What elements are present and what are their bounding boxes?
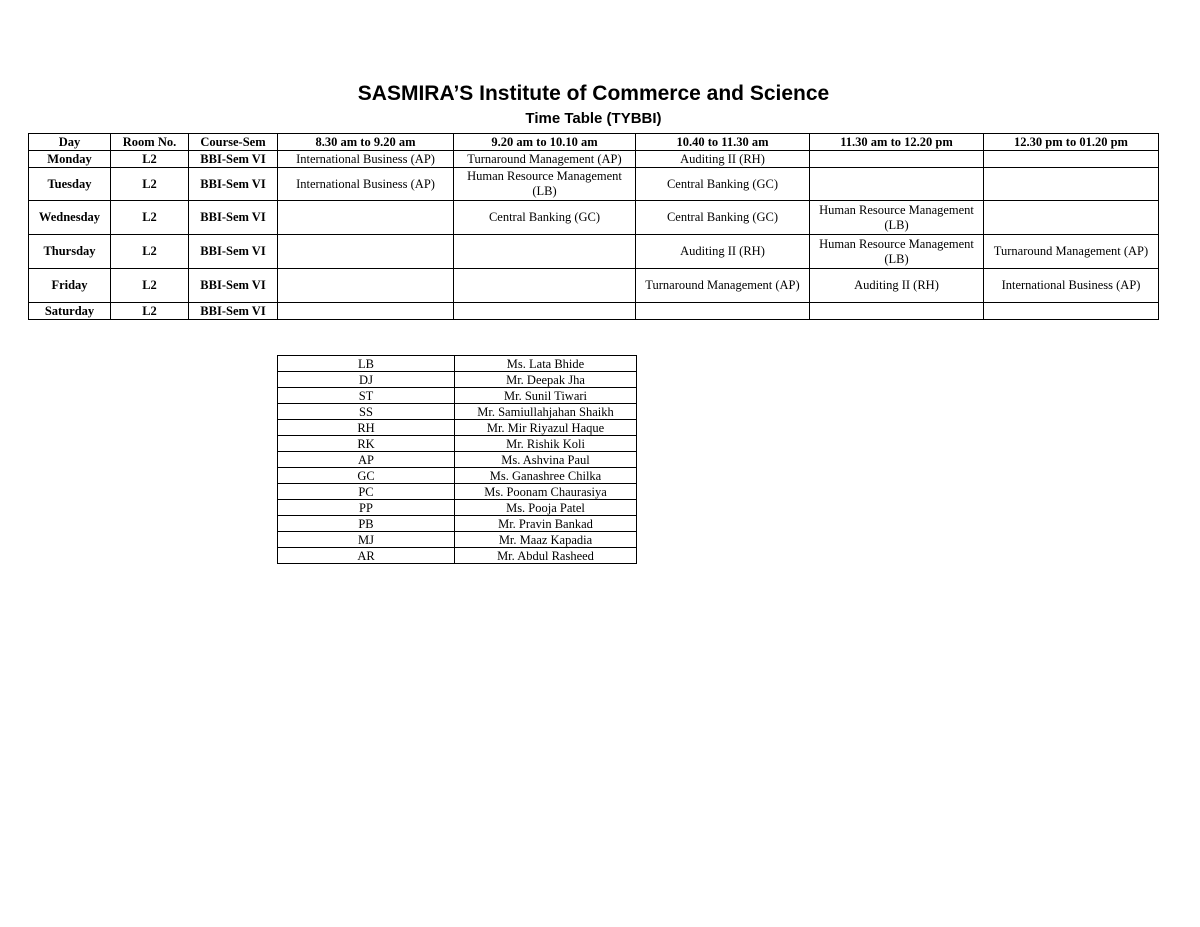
slot-cell: Central Banking (GC) [636, 201, 810, 235]
header-slot-5: 12.30 pm to 01.20 pm [984, 134, 1159, 151]
faculty-code: PC [278, 484, 455, 500]
timetable [28, 133, 1159, 320]
slot-cell [278, 303, 454, 320]
slot-cell: Auditing II (RH) [810, 269, 984, 303]
faculty-code: ST [278, 388, 455, 404]
faculty-code: RH [278, 420, 455, 436]
faculty-name: Mr. Sunil Tiwari [455, 388, 637, 404]
header-slot-2: 9.20 am to 10.10 am [454, 134, 636, 151]
slot-cell: Central Banking (GC) [454, 201, 636, 235]
slot-cell: Central Banking (GC) [636, 168, 810, 201]
room-cell: L2 [111, 235, 189, 269]
faculty-name: Ms. Pooja Patel [455, 500, 637, 516]
legend-row [278, 532, 637, 548]
room-cell: L2 [111, 151, 189, 168]
slot-cell: Turnaround Management (AP) [984, 235, 1159, 269]
header-course: Course-Sem [189, 134, 278, 151]
slot-cell: Auditing II (RH) [636, 151, 810, 168]
legend-row [278, 436, 637, 452]
faculty-name: Ms. Poonam Chaurasiya [455, 484, 637, 500]
faculty-code: SS [278, 404, 455, 420]
faculty-code: PB [278, 516, 455, 532]
faculty-name: Ms. Ganashree Chilka [455, 468, 637, 484]
legend-row [278, 372, 637, 388]
header-room: Room No. [111, 134, 189, 151]
table-row [29, 303, 1159, 320]
faculty-name: Mr. Pravin Bankad [455, 516, 637, 532]
table-row [29, 235, 1159, 269]
slot-cell [984, 303, 1159, 320]
faculty-legend-table [277, 355, 637, 564]
slot-cell: Human Resource Management (LB) [810, 235, 984, 269]
slot-cell: International Business (AP) [278, 168, 454, 201]
day-cell: Wednesday [29, 201, 111, 235]
faculty-name: Mr. Samiullahjahan Shaikh [455, 404, 637, 420]
faculty-code: AP [278, 452, 455, 468]
header-slot-4: 11.30 am to 12.20 pm [810, 134, 984, 151]
page-subtitle: Time Table (TYBBI) [525, 110, 662, 127]
table-row [29, 269, 1159, 303]
faculty-code: MJ [278, 532, 455, 548]
header-day: Day [29, 134, 111, 151]
faculty-name: Mr. Deepak Jha [455, 372, 637, 388]
table-row [29, 168, 1159, 201]
page-title: SASMIRA’S Institute of Commerce and Science [357, 82, 830, 105]
course-cell: BBI-Sem VI [189, 235, 278, 269]
faculty-name: Mr. Maaz Kapadia [455, 532, 637, 548]
slot-cell [278, 201, 454, 235]
slot-cell [454, 269, 636, 303]
legend-row [278, 548, 637, 564]
faculty-code: GC [278, 468, 455, 484]
slot-cell [454, 235, 636, 269]
slot-cell [454, 303, 636, 320]
faculty-code: PP [278, 500, 455, 516]
legend-row [278, 404, 637, 420]
slot-cell [636, 303, 810, 320]
slot-cell [810, 151, 984, 168]
room-cell: L2 [111, 303, 189, 320]
course-cell: BBI-Sem VI [189, 269, 278, 303]
header-slot-3: 10.40 to 11.30 am [636, 134, 810, 151]
table-row [29, 201, 1159, 235]
slot-cell [278, 235, 454, 269]
day-cell: Thursday [29, 235, 111, 269]
slot-cell [984, 168, 1159, 201]
day-cell: Tuesday [29, 168, 111, 201]
course-cell: BBI-Sem VI [189, 168, 278, 201]
faculty-code: AR [278, 548, 455, 564]
legend-row [278, 452, 637, 468]
legend-row [278, 516, 637, 532]
slot-cell: International Business (AP) [278, 151, 454, 168]
faculty-name: Ms. Ashvina Paul [455, 452, 637, 468]
slot-cell: Auditing II (RH) [636, 235, 810, 269]
faculty-code: DJ [278, 372, 455, 388]
slot-cell [984, 201, 1159, 235]
slot-cell [278, 269, 454, 303]
slot-cell: Human Resource Management (LB) [454, 168, 636, 201]
timetable-header-row [29, 134, 1159, 151]
faculty-code: LB [278, 356, 455, 372]
day-cell: Friday [29, 269, 111, 303]
course-cell: BBI-Sem VI [189, 303, 278, 320]
slot-cell [984, 151, 1159, 168]
legend-row [278, 468, 637, 484]
legend-row [278, 356, 637, 372]
table-row [29, 151, 1159, 168]
faculty-name: Mr. Rishik Koli [455, 436, 637, 452]
legend-row [278, 388, 637, 404]
slot-cell: International Business (AP) [984, 269, 1159, 303]
legend-row [278, 420, 637, 436]
slot-cell: Turnaround Management (AP) [454, 151, 636, 168]
faculty-name: Ms. Lata Bhide [455, 356, 637, 372]
legend-row [278, 500, 637, 516]
header-slot-1: 8.30 am to 9.20 am [278, 134, 454, 151]
room-cell: L2 [111, 269, 189, 303]
legend-row [278, 484, 637, 500]
room-cell: L2 [111, 201, 189, 235]
course-cell: BBI-Sem VI [189, 201, 278, 235]
course-cell: BBI-Sem VI [189, 151, 278, 168]
day-cell: Monday [29, 151, 111, 168]
faculty-name: Mr. Abdul Rasheed [455, 548, 637, 564]
room-cell: L2 [111, 168, 189, 201]
faculty-code: RK [278, 436, 455, 452]
day-cell: Saturday [29, 303, 111, 320]
slot-cell [810, 303, 984, 320]
slot-cell: Human Resource Management (LB) [810, 201, 984, 235]
faculty-name: Mr. Mir Riyazul Haque [455, 420, 637, 436]
slot-cell: Turnaround Management (AP) [636, 269, 810, 303]
slot-cell [810, 168, 984, 201]
